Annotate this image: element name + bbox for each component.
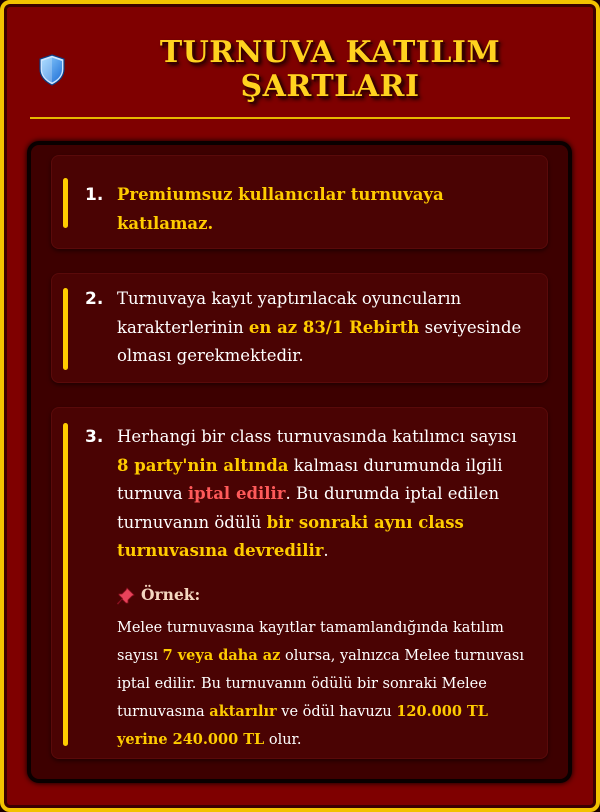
text-span: karakterlerinin xyxy=(117,317,249,337)
example-line-3: iptal edilir. Bu turnuvanın ödülü bir sonraki Melee xyxy=(117,676,487,692)
highlight-prize-old: 120.000 TL xyxy=(396,703,488,720)
text-span: sayısı xyxy=(117,648,163,664)
rule-3-line-5 xyxy=(117,537,534,566)
rule-2-line-1: Turnuvaya kayıt yaptırılacak oyuncuların xyxy=(117,289,462,308)
highlight-party: 8 party'nin altında xyxy=(117,455,289,475)
example-line-1: Melee turnuvasına kayıtlar tamamlandığında katılım xyxy=(117,620,504,636)
highlight-cancel: iptal edilir xyxy=(187,484,286,503)
text-span: olursa, yalnızca Melee turnuvası xyxy=(280,648,524,664)
text-span: turnuvasına xyxy=(117,704,210,720)
example-heading xyxy=(117,585,200,605)
rule-number: 1. xyxy=(85,185,104,205)
rule-1-line-2: katılamaz. xyxy=(117,213,214,233)
text-span: seviyesinde xyxy=(419,317,522,337)
rule-2-line-2 xyxy=(117,314,534,343)
example-line-5 xyxy=(117,726,536,754)
rule-card-3 xyxy=(51,407,548,759)
rule-3-line-1: Herhangi bir class turnuvasında katılımcı sayısı xyxy=(117,427,517,446)
rule-accent-bar xyxy=(63,288,68,370)
rule-3-line-3 xyxy=(117,480,534,509)
text-span: . Bu durumda iptal edilen xyxy=(285,484,500,503)
rule-2-line-3: olması gerekmektedir. xyxy=(117,346,304,365)
title-line-2: ŞARTLARI xyxy=(240,69,420,104)
highlight-count: 7 veya daha az xyxy=(162,647,281,664)
title-divider xyxy=(30,117,570,119)
rule-card-2 xyxy=(51,273,548,383)
rule-1-line-1: Premiumsuz kullanıcılar turnuvaya xyxy=(117,185,444,204)
rule-text xyxy=(117,423,534,566)
text-span: . xyxy=(323,541,329,560)
highlight-level: en az 83/1 Rebirth xyxy=(248,317,420,337)
rule-card-1 xyxy=(51,155,548,249)
rule-text xyxy=(117,181,534,238)
text-span: olur. xyxy=(264,732,302,748)
text-span: turnuvanın ödülü xyxy=(117,512,267,532)
pushpin-icon xyxy=(117,587,135,605)
page-title xyxy=(84,36,576,104)
rule-accent-bar xyxy=(63,178,68,228)
shield-icon xyxy=(38,54,66,86)
highlight-transfer: bir sonraki aynı class xyxy=(266,512,464,532)
text-span: turnuva xyxy=(117,484,188,503)
example-line-2 xyxy=(117,642,536,670)
rule-number: 3. xyxy=(85,427,104,447)
rules-panel xyxy=(27,141,572,783)
rule-text xyxy=(117,285,534,371)
text-span: kalması durumunda ilgili xyxy=(288,455,503,475)
rule-3-line-4 xyxy=(117,509,534,538)
title-line-1: TURNUVA KATILIM xyxy=(159,35,501,70)
example-line-4 xyxy=(117,698,536,726)
highlight-prize-new: yerine 240.000 TL xyxy=(117,731,265,748)
rule-number: 2. xyxy=(85,289,104,309)
rule-3-line-2 xyxy=(117,452,534,481)
highlight-transferred: aktarılır xyxy=(209,703,277,720)
rule-accent-bar xyxy=(63,423,68,746)
example-heading-text: Örnek: xyxy=(141,585,201,604)
example-text xyxy=(117,614,536,754)
text-span: ve ödül havuzu xyxy=(276,704,397,720)
highlight-transfer: turnuvasına devredilir xyxy=(117,541,324,560)
